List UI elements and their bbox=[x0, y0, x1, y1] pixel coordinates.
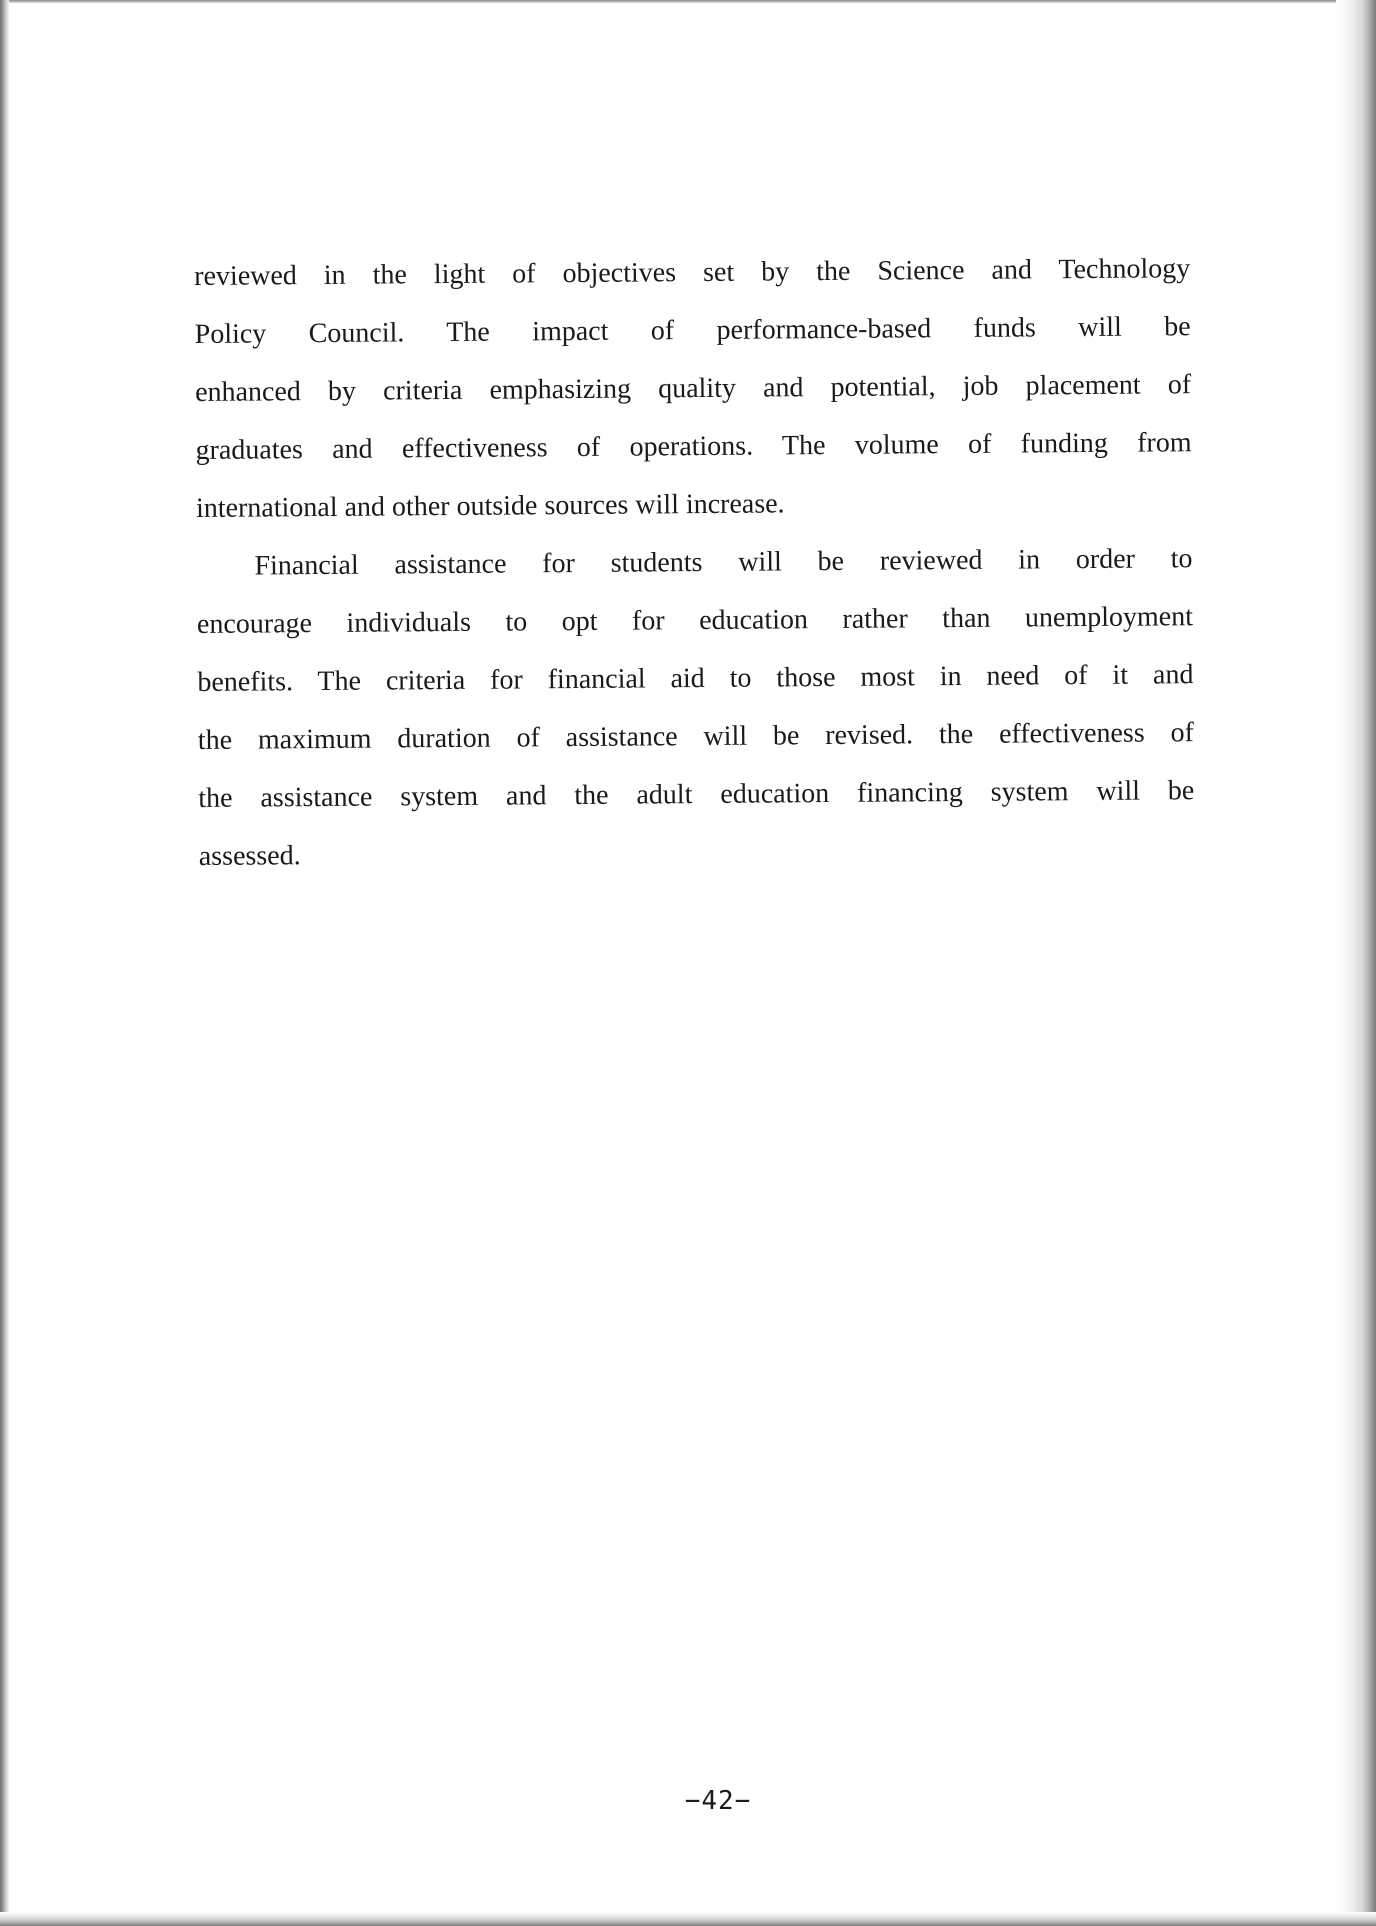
page-top-edge bbox=[0, 0, 1376, 3]
page-bottom-shadow bbox=[0, 1912, 1376, 1926]
text-line: Financial assistance for students will be reviewed in order to bbox=[254, 543, 1193, 582]
body-text bbox=[194, 240, 1195, 886]
text-line: enhanced by criteria emphasizing quality and potential, job placement of bbox=[195, 369, 1192, 408]
page-right-shadow bbox=[1336, 0, 1376, 1926]
text-line: Policy Council. The impact of performance-based funds will be bbox=[194, 311, 1191, 350]
text-line: international and other outside sources will increase. bbox=[195, 488, 785, 524]
page-number: −42− bbox=[684, 1786, 752, 1816]
text-line: assessed. bbox=[198, 840, 301, 872]
paragraph-1 bbox=[194, 240, 1192, 538]
paragraph-2 bbox=[196, 530, 1195, 886]
text-line: the maximum duration of assistance will be revised. the effectiveness of bbox=[197, 717, 1194, 756]
text-line: reviewed in the light of objectives set by the Science and Technology bbox=[194, 253, 1191, 292]
page-left-edge bbox=[0, 0, 9, 1926]
text-line: benefits. The criteria for financial aid to those most in need of it and bbox=[197, 659, 1194, 698]
text-line: graduates and effectiveness of operations. The volume of funding from bbox=[195, 427, 1192, 466]
text-line: the assistance system and the adult education financing system will be bbox=[198, 775, 1195, 814]
text-line: encourage individuals to opt for education rather than unemployment bbox=[196, 601, 1194, 640]
